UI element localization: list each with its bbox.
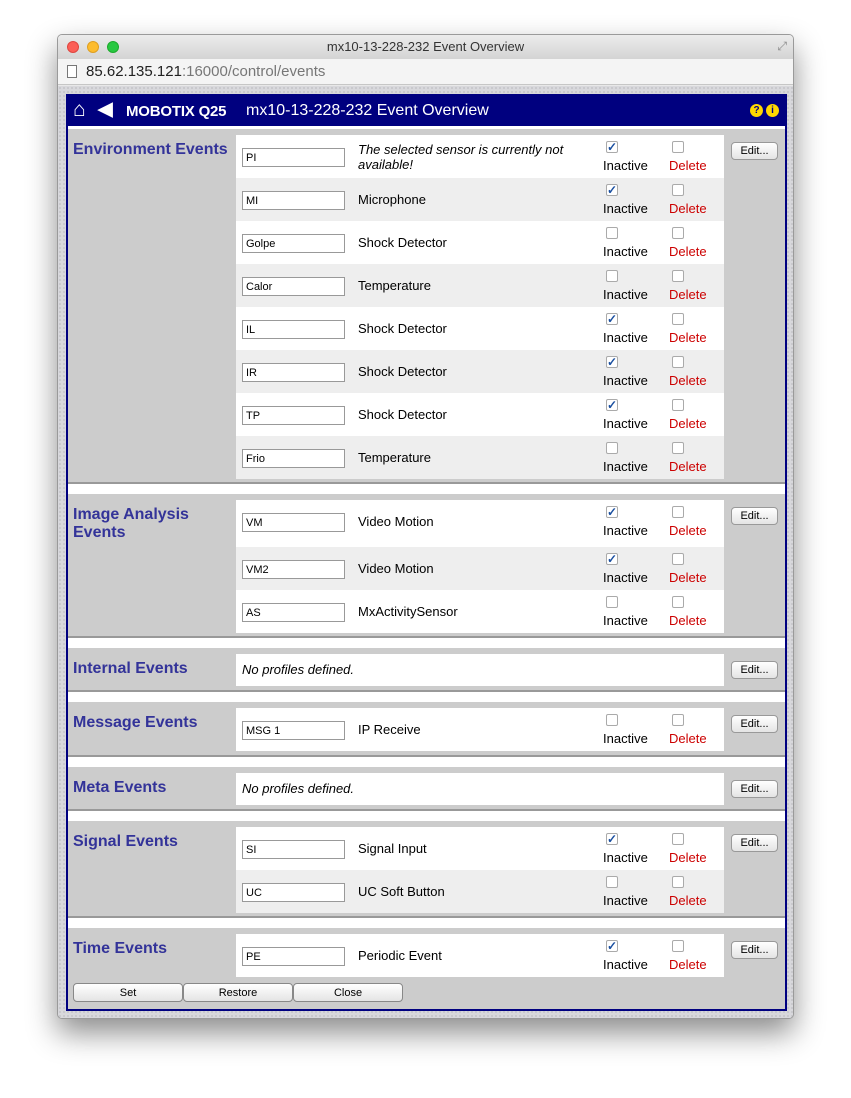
inactive-label: Inactive bbox=[603, 158, 648, 173]
inactive-label: Inactive bbox=[603, 570, 648, 585]
delete-checkbox[interactable] bbox=[672, 356, 684, 368]
footer-bar bbox=[68, 978, 785, 1009]
event-name-input[interactable] bbox=[242, 721, 345, 740]
no-profiles-message: No profiles defined. bbox=[236, 654, 724, 686]
no-profiles-message: No profiles defined. bbox=[236, 773, 724, 805]
fullscreen-icon[interactable]: ⤢ bbox=[777, 39, 787, 53]
delete-label: Delete bbox=[669, 201, 707, 216]
brand-label: MOBOTIX Q25 bbox=[126, 103, 227, 120]
delete-label: Delete bbox=[669, 957, 707, 972]
event-name-input[interactable] bbox=[242, 191, 345, 210]
delete-label: Delete bbox=[669, 523, 707, 538]
delete-checkbox[interactable] bbox=[672, 596, 684, 608]
inactive-checkbox[interactable]: ✓ bbox=[607, 312, 618, 326]
inactive-label: Inactive bbox=[603, 523, 648, 538]
window-title: mx10-13-228-232 Event Overview bbox=[326, 39, 525, 54]
window-titlebar bbox=[58, 35, 793, 59]
delete-checkbox[interactable] bbox=[672, 876, 684, 888]
event-type: Temperature bbox=[358, 278, 431, 293]
table-row bbox=[236, 500, 724, 547]
inactive-label: Inactive bbox=[603, 850, 648, 865]
table-row bbox=[236, 827, 724, 870]
event-name-input[interactable] bbox=[242, 840, 345, 859]
delete-checkbox[interactable] bbox=[672, 270, 684, 282]
delete-checkbox[interactable] bbox=[672, 313, 684, 325]
edit-environment-button[interactable]: Edit... bbox=[731, 142, 778, 160]
inactive-checkbox[interactable]: ✓ bbox=[607, 355, 618, 369]
event-type: Microphone bbox=[358, 192, 426, 207]
inactive-label: Inactive bbox=[603, 459, 648, 474]
edit-internal-button[interactable]: Edit... bbox=[731, 661, 778, 679]
delete-label: Delete bbox=[669, 850, 707, 865]
delete-checkbox[interactable] bbox=[672, 553, 684, 565]
event-rows bbox=[236, 827, 724, 913]
event-name-input[interactable] bbox=[242, 947, 345, 966]
zoom-window-icon[interactable] bbox=[107, 41, 119, 53]
inactive-label: Inactive bbox=[603, 201, 648, 216]
table-row bbox=[236, 934, 724, 977]
minimize-window-icon[interactable] bbox=[87, 41, 99, 53]
delete-label: Delete bbox=[669, 373, 707, 388]
event-name-input[interactable] bbox=[242, 363, 345, 382]
delete-checkbox[interactable] bbox=[672, 399, 684, 411]
section-environment-events bbox=[68, 129, 785, 484]
event-type: IP Receive bbox=[358, 722, 421, 737]
event-rows bbox=[236, 135, 724, 479]
table-row bbox=[236, 178, 724, 221]
inactive-label: Inactive bbox=[603, 287, 648, 302]
inactive-label: Inactive bbox=[603, 330, 648, 345]
inactive-checkbox[interactable]: ✓ bbox=[607, 183, 618, 197]
delete-label: Delete bbox=[669, 416, 707, 431]
table-row bbox=[236, 393, 724, 436]
set-button[interactable]: Set bbox=[73, 983, 183, 1002]
inactive-label: Inactive bbox=[603, 613, 648, 628]
event-rows bbox=[236, 500, 724, 633]
page-icon bbox=[67, 65, 77, 78]
section-time-events bbox=[68, 928, 785, 978]
app-header bbox=[68, 96, 785, 126]
delete-checkbox[interactable] bbox=[672, 141, 684, 153]
inactive-checkbox[interactable]: ✓ bbox=[607, 505, 618, 519]
event-name-input[interactable] bbox=[242, 560, 345, 579]
address-bar[interactable] bbox=[58, 59, 793, 85]
event-type: Shock Detector bbox=[358, 321, 447, 336]
edit-meta-button[interactable]: Edit... bbox=[731, 780, 778, 798]
home-icon[interactable]: ⌂ bbox=[73, 98, 86, 121]
table-row bbox=[236, 221, 724, 264]
table-row bbox=[236, 135, 724, 178]
section-title: Image Analysis Events bbox=[73, 506, 189, 541]
inactive-checkbox[interactable]: ✓ bbox=[607, 832, 618, 846]
event-type: Signal Input bbox=[358, 841, 427, 856]
event-type: Video Motion bbox=[358, 561, 434, 576]
event-name-input[interactable] bbox=[242, 449, 345, 468]
delete-checkbox[interactable] bbox=[672, 506, 684, 518]
event-type: Periodic Event bbox=[358, 948, 442, 963]
inactive-label: Inactive bbox=[603, 731, 648, 746]
close-button[interactable]: Close bbox=[293, 983, 403, 1002]
event-name-input[interactable] bbox=[242, 513, 345, 532]
table-row bbox=[236, 264, 724, 307]
delete-checkbox[interactable] bbox=[672, 442, 684, 454]
table-row bbox=[236, 547, 724, 590]
inactive-label: Inactive bbox=[603, 373, 648, 388]
event-type: Shock Detector bbox=[358, 364, 447, 379]
event-name-input[interactable] bbox=[242, 277, 345, 296]
inactive-label: Inactive bbox=[603, 416, 648, 431]
page-content bbox=[58, 86, 793, 1019]
event-name-input[interactable] bbox=[242, 603, 345, 622]
back-arrow-icon[interactable]: ◀ bbox=[98, 99, 113, 120]
delete-label: Delete bbox=[669, 158, 707, 173]
delete-checkbox[interactable] bbox=[672, 184, 684, 196]
url-host: 85.62.135.121 bbox=[86, 63, 182, 80]
section-meta-events bbox=[68, 767, 785, 811]
delete-label: Delete bbox=[669, 893, 707, 908]
delete-label: Delete bbox=[669, 570, 707, 585]
event-type: Temperature bbox=[358, 450, 431, 465]
table-row bbox=[236, 436, 724, 479]
event-type: Shock Detector bbox=[358, 235, 447, 250]
inactive-checkbox[interactable] bbox=[606, 270, 618, 282]
delete-label: Delete bbox=[669, 731, 707, 746]
delete-checkbox[interactable] bbox=[672, 714, 684, 726]
event-type: The selected sensor is currently not available! bbox=[358, 142, 564, 172]
delete-checkbox[interactable] bbox=[672, 940, 684, 952]
close-window-icon[interactable] bbox=[67, 41, 79, 53]
delete-label: Delete bbox=[669, 459, 707, 474]
page-title: mx10-13-228-232 Event Overview bbox=[246, 102, 489, 119]
info-icon[interactable]: i bbox=[766, 104, 779, 117]
event-name-input[interactable] bbox=[242, 148, 345, 167]
inactive-checkbox[interactable]: ✓ bbox=[607, 398, 618, 412]
inactive-checkbox[interactable]: ✓ bbox=[607, 552, 618, 566]
section-signal-events bbox=[68, 821, 785, 918]
url-path: :16000/control/events bbox=[181, 63, 326, 80]
inactive-checkbox[interactable]: ✓ bbox=[607, 140, 618, 154]
inactive-label: Inactive bbox=[603, 244, 648, 259]
event-type: Shock Detector bbox=[358, 407, 447, 422]
inactive-checkbox[interactable]: ✓ bbox=[607, 939, 618, 953]
event-name-input[interactable] bbox=[242, 406, 345, 425]
inactive-checkbox[interactable] bbox=[606, 442, 618, 454]
help-icon[interactable]: ? bbox=[750, 104, 763, 117]
edit-signal-button[interactable]: Edit... bbox=[731, 834, 778, 852]
event-overview-panel bbox=[66, 94, 787, 1011]
section-title: Message Events bbox=[73, 714, 198, 731]
delete-label: Delete bbox=[669, 330, 707, 345]
section-message-events bbox=[68, 702, 785, 757]
section-title: Internal Events bbox=[73, 660, 188, 677]
section-internal-events bbox=[68, 648, 785, 692]
event-type: UC Soft Button bbox=[358, 884, 445, 899]
delete-checkbox[interactable] bbox=[672, 833, 684, 845]
table-row bbox=[236, 350, 724, 393]
section-title: Environment Events bbox=[73, 141, 228, 158]
event-rows bbox=[236, 934, 724, 977]
events-list[interactable] bbox=[68, 126, 785, 978]
inactive-checkbox[interactable] bbox=[606, 714, 618, 726]
section-title: Meta Events bbox=[73, 779, 167, 796]
delete-label: Delete bbox=[669, 287, 707, 302]
edit-image-analysis-button[interactable]: Edit... bbox=[731, 507, 778, 525]
event-rows bbox=[236, 708, 724, 751]
edit-message-button[interactable]: Edit... bbox=[731, 715, 778, 733]
section-title: Signal Events bbox=[73, 833, 178, 850]
inactive-checkbox[interactable] bbox=[606, 227, 618, 239]
event-name-input[interactable] bbox=[242, 883, 345, 902]
table-row bbox=[236, 307, 724, 350]
table-row bbox=[236, 590, 724, 633]
event-name-input[interactable] bbox=[242, 234, 345, 253]
edit-time-button[interactable]: Edit... bbox=[731, 941, 778, 959]
table-row bbox=[236, 708, 724, 751]
table-row bbox=[236, 870, 724, 913]
delete-checkbox[interactable] bbox=[672, 227, 684, 239]
inactive-checkbox[interactable] bbox=[606, 596, 618, 608]
browser-window bbox=[57, 34, 794, 1019]
inactive-label: Inactive bbox=[603, 957, 648, 972]
delete-label: Delete bbox=[669, 613, 707, 628]
event-type: MxActivitySensor bbox=[358, 604, 458, 619]
section-title: Time Events bbox=[73, 940, 167, 957]
event-type: Video Motion bbox=[358, 514, 434, 529]
event-name-input[interactable] bbox=[242, 320, 345, 339]
inactive-label: Inactive bbox=[603, 893, 648, 908]
delete-label: Delete bbox=[669, 244, 707, 259]
inactive-checkbox[interactable] bbox=[606, 876, 618, 888]
section-image-analysis-events bbox=[68, 494, 785, 638]
restore-button[interactable]: Restore bbox=[183, 983, 293, 1002]
